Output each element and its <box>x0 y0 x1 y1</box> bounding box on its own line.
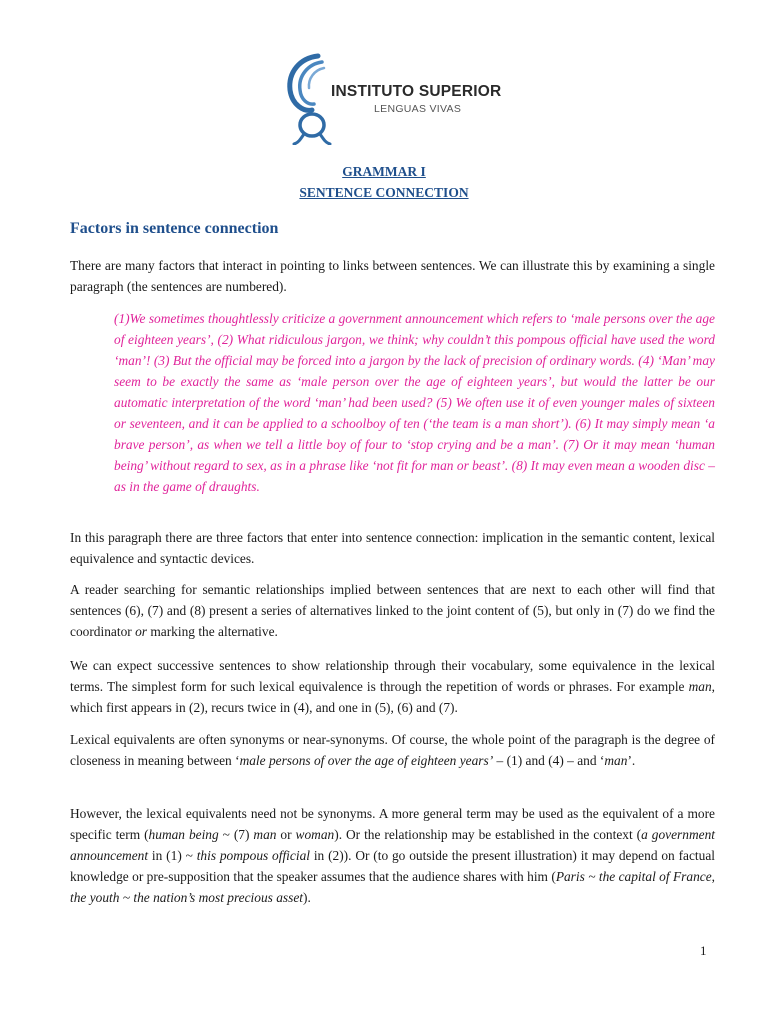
text-span: ). <box>303 890 311 905</box>
institution-logo <box>282 50 502 145</box>
logo-name: INSTITUTO SUPERIOR <box>331 83 502 100</box>
text-span: A reader searching for semantic relationships implied between sentences that are next to each other will find that sentences (6), (7) and (8) present a series of alternatives linked to the joint content of (5), but only in (7) do we find the coordinator <box>70 582 715 639</box>
text-span: in (1) ~ <box>148 848 197 863</box>
emphasis-text: man <box>253 827 277 842</box>
emphasis-text: Paris ~ the capital of France <box>555 869 712 884</box>
text-span: marking the alternative. <box>147 624 278 639</box>
emphasis-text: or <box>135 624 147 639</box>
factors-paragraph: In this paragraph there are three factors that enter into sentence connection: implication in the semantic content, lexical equivalence and syntactic devices. <box>70 530 715 566</box>
emphasis-text: male persons of over the age of eighteen years’ <box>239 753 494 768</box>
text-span: , <box>711 869 716 884</box>
document-title: SENTENCE CONNECTION <box>299 185 469 200</box>
emphasis-text: human being <box>148 827 219 842</box>
example-quote-paragraph: (1)We sometimes thoughtlessly criticize a government announcement which refers to ‘male persons over the age of eighteen years’, (2) What ridiculous jargon, we think; why couldn’t this pompous official have used the word ‘man’! (3) But the official may be forced into a jargon by the lack of precision of ordinary words. (4) ‘Man’ may seem to be exactly the same as ‘male person over the age of eighteen years’, but would the latter be our automatic interpretation of the word ‘man’ had been used? (5) We often use it of even younger males of sixteen or seventeen, and it can be applied to a schoolboy of ten (‘the team is a man short’). (6) It may simply mean ‘a brave person’, as when we tell a little boy of four to ‘stop crying and be a man’. (7) Or it may mean ‘human being’ without regard to sex, as in a phrase like ‘not fit for man or beast’. (8) It may even mean a wooden disc – as in the game of draughts. <box>114 311 715 494</box>
emphasis-text: the youth ~ the nation’s most precious asset <box>70 890 304 905</box>
lexical-paragraph <box>70 655 715 718</box>
logo-subtitle: LENGUAS VIVAS <box>374 103 462 115</box>
text-span: – (1) and (4) – and ‘ <box>493 753 605 768</box>
emphasis-text: man <box>604 753 628 768</box>
text-span: However, the lexical equivalents need not be synonyms. A more general term may be used as the equivalent of a more specific term ( <box>70 806 715 842</box>
text-span: Lexical equivalents are often synonyms or near-synonyms. Of course, the whole point of the paragraph is the degree of closeness in meaning between ‘ <box>70 732 715 768</box>
course-title: GRAMMAR I <box>342 164 426 179</box>
text-span: in (2)). Or (to go outside the present illustration) it may depend on factual knowledge or pre-supposition that the speaker assumes that the audience shares with him ( <box>70 848 715 884</box>
emphasis-text: woman <box>295 827 335 842</box>
section-heading: Factors in sentence connection <box>70 220 279 237</box>
intro-paragraph: There are many factors that interact in pointing to links between sentences. We can illustrate this by examining a single paragraph (the sentences are numbered). <box>70 258 715 294</box>
emphasis-text: a government announcement <box>70 827 715 863</box>
text-span: , which first appears in (2), recurs twice in (4), and one in (5), (6) and (7). <box>70 679 715 715</box>
page-number: 1 <box>700 943 707 958</box>
emphasis-text: this pompous official <box>196 848 310 863</box>
text-span: ~ (7) <box>218 827 254 842</box>
text-span: or <box>276 827 296 842</box>
synonyms-paragraph <box>70 729 715 771</box>
equivalents-paragraph <box>70 803 715 908</box>
text-span: We can expect successive sentences to show relationship through their vocabulary, some equivalence in the lexical terms. The simplest form for such lexical equivalence is through the repetition of words or phrases. For example <box>70 658 715 694</box>
text-span: ). Or the relationship may be established in the context ( <box>334 827 642 842</box>
semantic-paragraph <box>70 579 715 642</box>
text-span: ’. <box>627 753 636 768</box>
emphasis-text: man <box>688 679 712 694</box>
